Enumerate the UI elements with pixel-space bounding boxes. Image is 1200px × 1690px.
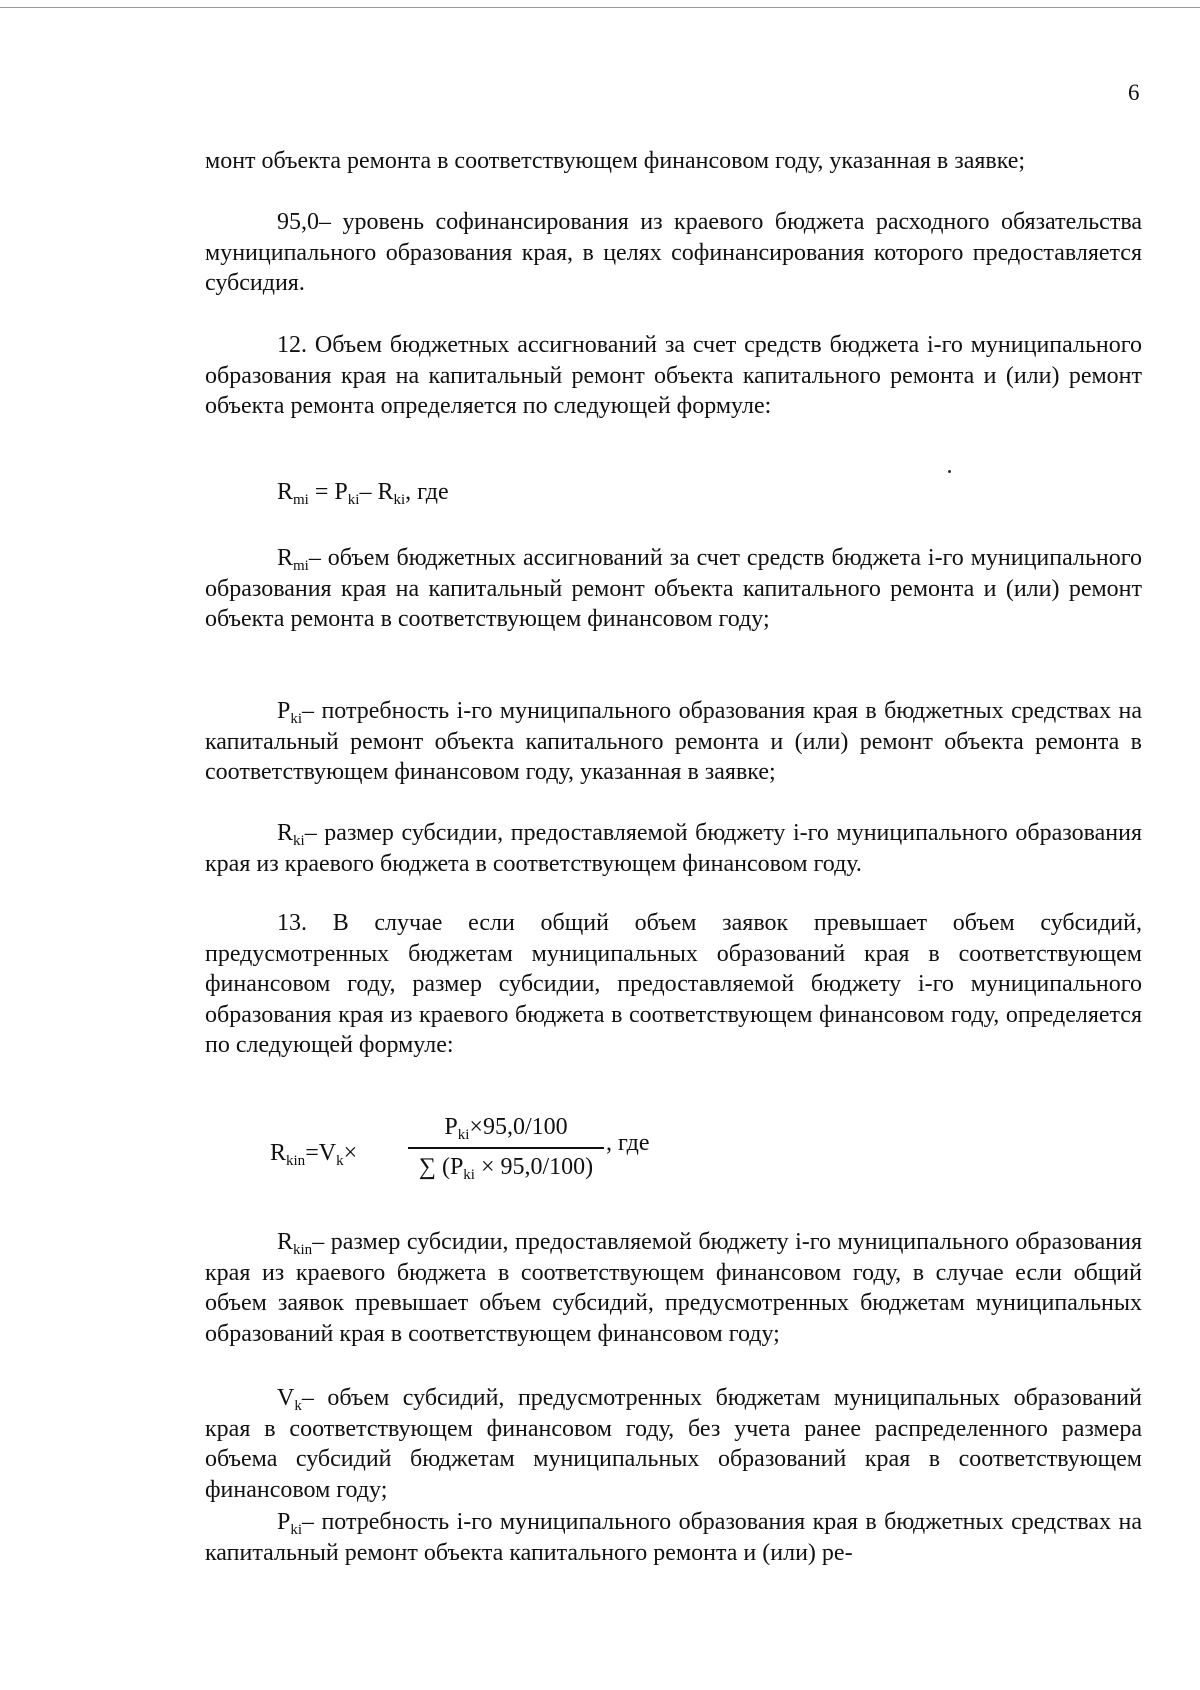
symbol-p: P bbox=[334, 479, 348, 505]
paragraph-item-13: 13. В случае если общий объем заявок превышает объем субсидий, предусмотренных бюджетам муниципальных образований края в соответствующем финансовом году, размер субсидии, предоставляемой бюджету i-го муниципального образования края из краевого бюджета в соответствующем финансовом году, определяется по следующей формуле: bbox=[205, 910, 1142, 1058]
symbol-p: P bbox=[277, 1509, 291, 1535]
definition-pki-continued bbox=[205, 1507, 1142, 1568]
formula-rmi bbox=[277, 477, 449, 507]
subscript-mi: mi bbox=[293, 558, 309, 574]
symbol-r: R bbox=[277, 820, 294, 846]
definition-text: – потребность i-го муниципального образования края в бюджетных средствах на капитальный ремонт объекта капитального ремонта и (или) ремонт объекта ремонта в соответствующем финансовом году, указанная в заявке; bbox=[205, 698, 1142, 785]
subscript-ki: ki bbox=[457, 1127, 470, 1143]
page-number: 6 bbox=[1128, 80, 1140, 105]
subscript-ki: ki bbox=[393, 492, 406, 508]
subscript-ki: ki bbox=[290, 1522, 303, 1538]
formula-eq: = bbox=[305, 1140, 319, 1166]
formula-tail: , где bbox=[606, 1130, 650, 1156]
symbol-r: R bbox=[277, 479, 294, 505]
symbol-p: P bbox=[277, 698, 291, 724]
numerator-rest: ×95,0/100 bbox=[469, 1114, 568, 1140]
definition-rkin bbox=[205, 1227, 1142, 1349]
symbol-p: P bbox=[449, 1154, 464, 1180]
definition-rki bbox=[205, 818, 1142, 879]
formula-tail: , где bbox=[405, 479, 449, 505]
subscript-mi: mi bbox=[293, 492, 309, 508]
subscript-ki: ki bbox=[347, 492, 360, 508]
top-border-line bbox=[0, 7, 1200, 8]
fraction-bar bbox=[408, 1147, 604, 1149]
subscript-k: k bbox=[336, 1153, 344, 1169]
paragraph-continuation: монт объекта ремонта в соответствующем финансовом году, указанная в заявке; bbox=[205, 148, 1026, 174]
formula-eq: = bbox=[308, 479, 335, 505]
definition-text: – объем бюджетных ассигнований за счет средств бюджета i-го муниципального образования края на капитальный ремонт объекта капитального ремонта и (или) ремонт объекта ремонта в соответствующем финансовом году; bbox=[205, 545, 1142, 632]
definition-vk bbox=[205, 1383, 1142, 1505]
formula-times: × bbox=[343, 1140, 358, 1166]
paragraph-cofinancing-level: 95,0– уровень софинансирования из краевого бюджета расходного обязательства муниципального образования края, в целях софинансирования которого предоставляется субсидия. bbox=[205, 209, 1142, 296]
definition-text: – объем субсидий, предусмотренных бюджетам муниципальных образований края в соответствующем финансовом году, без учета ранее распределенного размера объема субсидий бюджетам муниципальных образований края в соответствующем финансовом году; bbox=[205, 1385, 1142, 1503]
denominator-rest: × 95,0/100) bbox=[474, 1154, 594, 1180]
paragraph-item-12: 12. Объем бюджетных ассигнований за счет средств бюджета i-го муниципального образования края на капитальный ремонт объекта капитального ремонта и (или) ремонт объекта ремонта определяется по следующей формуле: bbox=[205, 332, 1142, 419]
definition-pki bbox=[205, 696, 1142, 788]
formula-lhs bbox=[270, 1138, 357, 1168]
fraction-denominator bbox=[408, 1152, 604, 1182]
symbol-v: V bbox=[318, 1140, 337, 1166]
definition-text: – размер субсидии, предоставляемой бюджету i-го муниципального образования края из краевого бюджета в соответствующем финансовом году, в случае если общий объем заявок превышает объем субсидий, предусмотренных бюджетам муниципальных образований края в соответствующем финансовом году; bbox=[205, 1229, 1142, 1347]
definition-rmi bbox=[205, 543, 1142, 635]
definition-text: – размер субсидии, предоставляемой бюджету i-го муниципального образования края из краевого бюджета в соответствующем финансовом году. bbox=[205, 820, 1142, 877]
subscript-k: k bbox=[294, 1398, 302, 1414]
subscript-kin: kin bbox=[293, 1242, 313, 1258]
symbol-r: R bbox=[270, 1140, 287, 1166]
subscript-ki: ki bbox=[463, 1167, 475, 1183]
denominator-open: ∑ ( bbox=[418, 1154, 450, 1180]
symbol-v: V bbox=[277, 1385, 295, 1411]
subscript-ki: ki bbox=[290, 711, 303, 727]
symbol-p: P bbox=[444, 1114, 458, 1140]
scan-speck bbox=[948, 470, 951, 473]
symbol-r: R bbox=[377, 479, 394, 505]
symbol-r: R bbox=[277, 1229, 294, 1255]
subscript-ki: ki bbox=[293, 833, 305, 849]
symbol-r: R bbox=[277, 545, 294, 571]
formula-minus: – bbox=[359, 479, 378, 505]
subscript-kin: kin bbox=[286, 1153, 306, 1169]
fraction-numerator bbox=[408, 1112, 604, 1142]
definition-text: – потребность i-го муниципального образования края в бюджетных средствах на капитальный ремонт объекта капитального ремонта и (или) ре- bbox=[205, 1509, 1142, 1566]
